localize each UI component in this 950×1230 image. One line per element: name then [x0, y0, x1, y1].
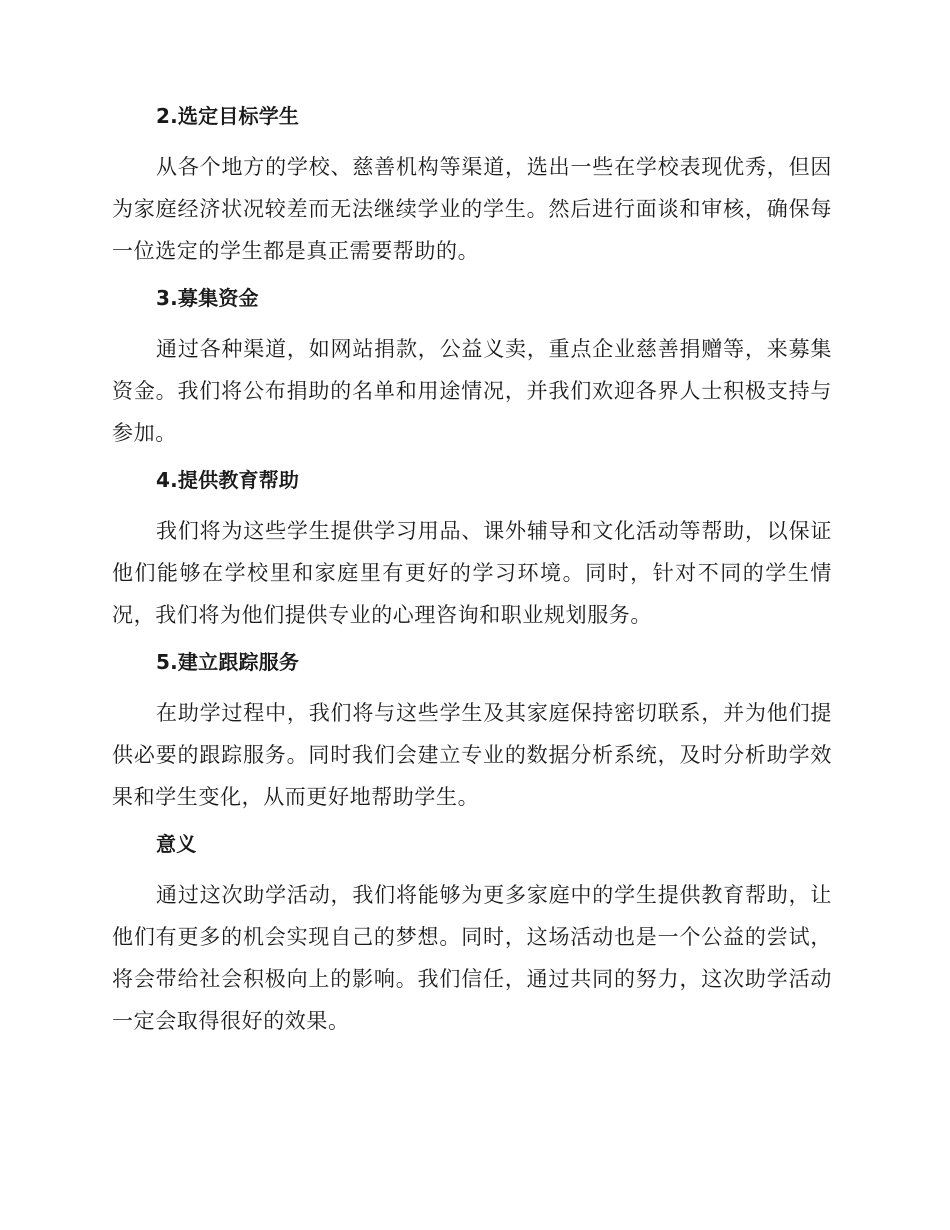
section-paragraph: 从各个地方的学校、慈善机构等渠道，选出一些在学校表现优秀，但因为家庭经济状况较差而无法继续学业的学生。然后进行面谈和审核，确保每一位选定的学生都是真正需要帮助的。: [112, 155, 832, 263]
section-heading: 4.提供教育帮助: [156, 468, 300, 492]
section-heading: 5.建立跟踪服务: [156, 650, 300, 674]
section-paragraph: 通过这次助学活动，我们将能够为更多家庭中的学生提供教育帮助，让他们有更多的机会实现自己的梦想。同时，这场活动也是一个公益的尝试，将会带给社会积极向上的影响。我们信任，通过共同的努力，这次助学活动一定会取得很好的效果。: [112, 883, 832, 1033]
section-paragraph: 通过各种渠道，如网站捐款，公益义卖，重点企业慈善捐赠等，来募集资金。我们将公布捐助的名单和用途情况，并我们欢迎各界人士积极支持与参加。: [112, 337, 832, 445]
section-significance: [112, 828, 832, 1042]
section-heading: 3.募集资金: [156, 286, 259, 310]
section-heading: 2.选定目标学生: [156, 104, 300, 128]
section-education-help: [112, 464, 832, 636]
section-select-students: [112, 100, 832, 272]
section-paragraph: 在助学过程中，我们将与这些学生及其家庭保持密切联系，并为他们提供必要的跟踪服务。同时我们会建立专业的数据分析系统，及时分析助学效果和学生变化，从而更好地帮助学生。: [112, 701, 832, 809]
section-heading: 意义: [156, 832, 197, 856]
section-tracking-service: [112, 646, 832, 818]
document-page: [112, 100, 832, 1052]
section-raise-funds: [112, 282, 832, 454]
section-paragraph: 我们将为这些学生提供学习用品、课外辅导和文化活动等帮助，以保证他们能够在学校里和家庭里有更好的学习环境。同时，针对不同的学生情况，我们将为他们提供专业的心理咨询和职业规划服务。: [112, 519, 832, 627]
